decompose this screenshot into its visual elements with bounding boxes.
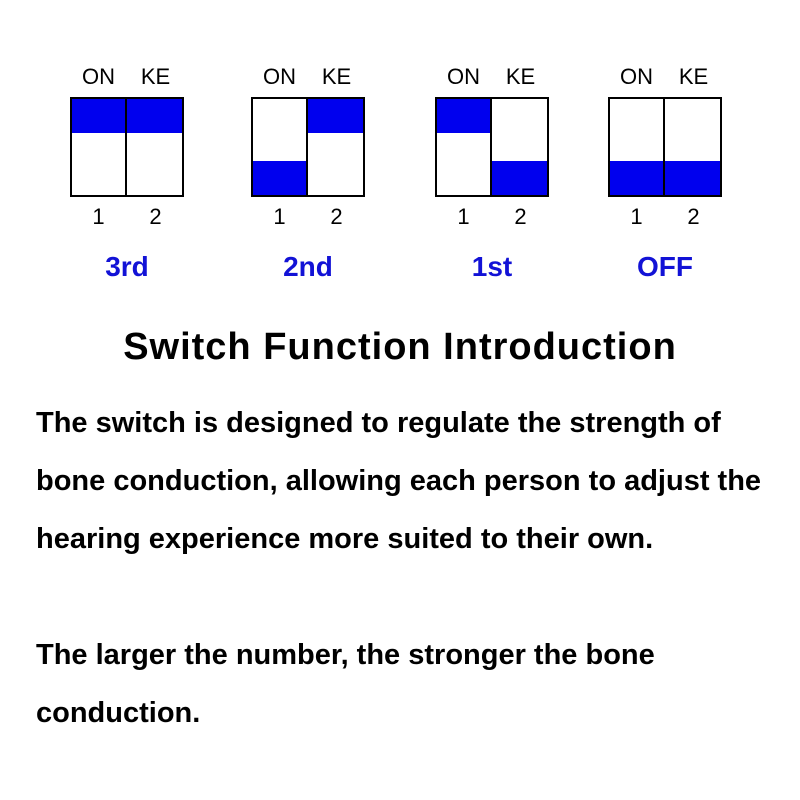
switch-knob-2	[308, 99, 363, 133]
switch-top-labels	[251, 62, 365, 92]
description-paragraph-2: The larger the number, the stronger the bone conduction.	[36, 639, 655, 729]
switch-knob-2	[127, 99, 182, 133]
ke-label: KE	[678, 64, 709, 89]
switch-slot-1	[253, 99, 308, 195]
on-label: ON	[620, 64, 653, 89]
switch-diagram-1st	[435, 62, 549, 282]
switch-number-2: 2	[514, 204, 527, 229]
level-label: 2nd	[283, 251, 333, 282]
dip-switch	[251, 97, 365, 197]
on-label: ON	[82, 64, 115, 89]
description-paragraph-1: The switch is designed to regulate the strength of bone conduction, allowing each person to adjust the hearing experience more suited to their own.	[36, 407, 762, 555]
switch-number-2: 2	[149, 204, 162, 229]
switch-knob-1	[72, 99, 125, 133]
switch-slot-2	[665, 99, 720, 195]
switch-slot-2	[308, 99, 363, 195]
switch-slot-1	[437, 99, 492, 195]
switch-diagram-3rd	[70, 62, 184, 282]
dip-switch	[435, 97, 549, 197]
switch-slot-2	[492, 99, 547, 195]
page-title: Switch Function Introduction	[123, 326, 677, 368]
switch-top-labels	[70, 62, 184, 92]
switch-knob-2	[492, 161, 547, 195]
level-label: 3rd	[105, 251, 149, 282]
switch-number-labels	[435, 202, 549, 232]
switch-slot-1	[610, 99, 665, 195]
switch-number-labels	[608, 202, 722, 232]
switch-knob-1	[610, 161, 663, 195]
switch-top-labels	[435, 62, 549, 92]
switch-number-1: 1	[273, 204, 286, 229]
ke-label: KE	[140, 64, 171, 89]
switch-knob-2	[665, 161, 720, 195]
dip-switch	[70, 97, 184, 197]
switch-diagram-off	[608, 62, 722, 282]
ke-label: KE	[321, 64, 352, 89]
level-label: OFF	[637, 251, 693, 282]
switch-number-2: 2	[687, 204, 700, 229]
switch-number-1: 1	[92, 204, 105, 229]
switch-top-labels	[608, 62, 722, 92]
on-label: ON	[447, 64, 480, 89]
switch-number-labels	[251, 202, 365, 232]
switch-slot-1	[72, 99, 127, 195]
switch-number-1: 1	[630, 204, 643, 229]
dip-switch	[608, 97, 722, 197]
switch-number-2: 2	[330, 204, 343, 229]
switch-number-labels	[70, 202, 184, 232]
switch-diagram-2nd	[251, 62, 365, 282]
switch-number-1: 1	[457, 204, 470, 229]
switch-slot-2	[127, 99, 182, 195]
ke-label: KE	[505, 64, 536, 89]
on-label: ON	[263, 64, 296, 89]
switch-knob-1	[253, 161, 306, 195]
level-label: 1st	[471, 251, 513, 282]
switch-knob-1	[437, 99, 490, 133]
